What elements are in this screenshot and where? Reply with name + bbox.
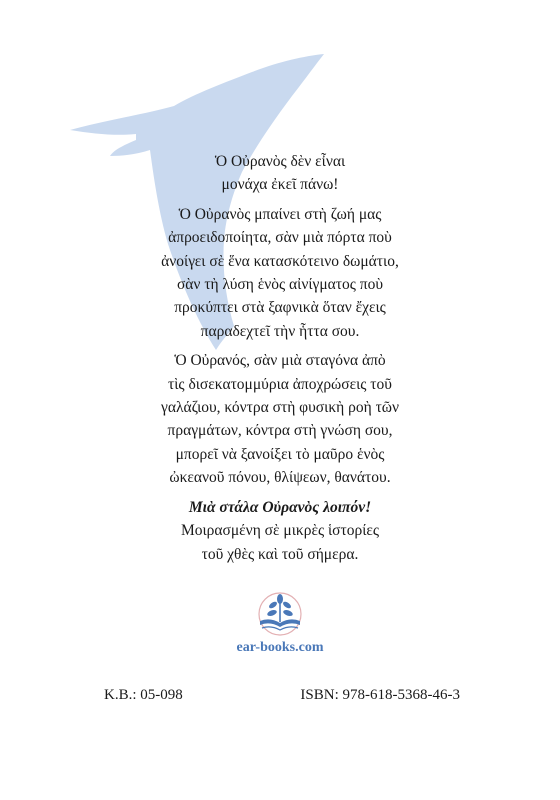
blurb-emphasis: Μιὰ στάλα Οὐρανὸς λοιπόν! — [188, 498, 372, 516]
kb-code: Κ.Β.: 05-098 — [104, 687, 183, 703]
open-book-plant-logo-icon — [252, 588, 308, 638]
blurb-paragraph-3: Ὁ Οὐρανός, σὰν μιὰ σταγόνα ἀπὸ τὶς δισεκατομμύρια ἀποχρώσεις τοῦ γαλάζιου, κόντρα στὴ φυσικὴ ροὴ τῶν πραγμάτων, κόντρα στὴ γνώση σου, μπορεῖ νὰ ξανοίξει τὸ μαῦρο ἑνὸς ὠκεανοῦ πόνου, θλίψεων, θανάτου. — [160, 352, 400, 487]
isbn-number: ISBN: 978-618-5368-46-3 — [300, 687, 460, 703]
blurb-text — [120, 150, 440, 572]
blurb-paragraph-2: Ὁ Οὐρανὸς μπαίνει στὴ ζωή μας ἀπροειδοποίητα, σὰν μιὰ πόρτα ποὺ ἀνοίγει σὲ ἕνα κατασκότεινο δωμάτιο, σὰν τὴ λύση ἑνὸς αἰνίγματος ποὺ προκύπτει στὰ ξαφνικὰ ὅταν ἔχεις παραδεχτεῖ τὴν ἧττα σου. — [161, 205, 399, 340]
blurb-paragraph-4: Μιὰ στάλα Οὐρανὸς λοιπόν! Μοιρασμένη σὲ μικρὲς ἱστορίες τοῦ χθὲς καὶ τοῦ σήμερα. — [180, 498, 380, 563]
blurb-paragraph-1: Ὁ Οὐρανὸς δὲν εἶναι μονάχα ἐκεῖ πάνω! — [214, 153, 346, 194]
publisher-website: ear-books.com — [236, 640, 324, 655]
